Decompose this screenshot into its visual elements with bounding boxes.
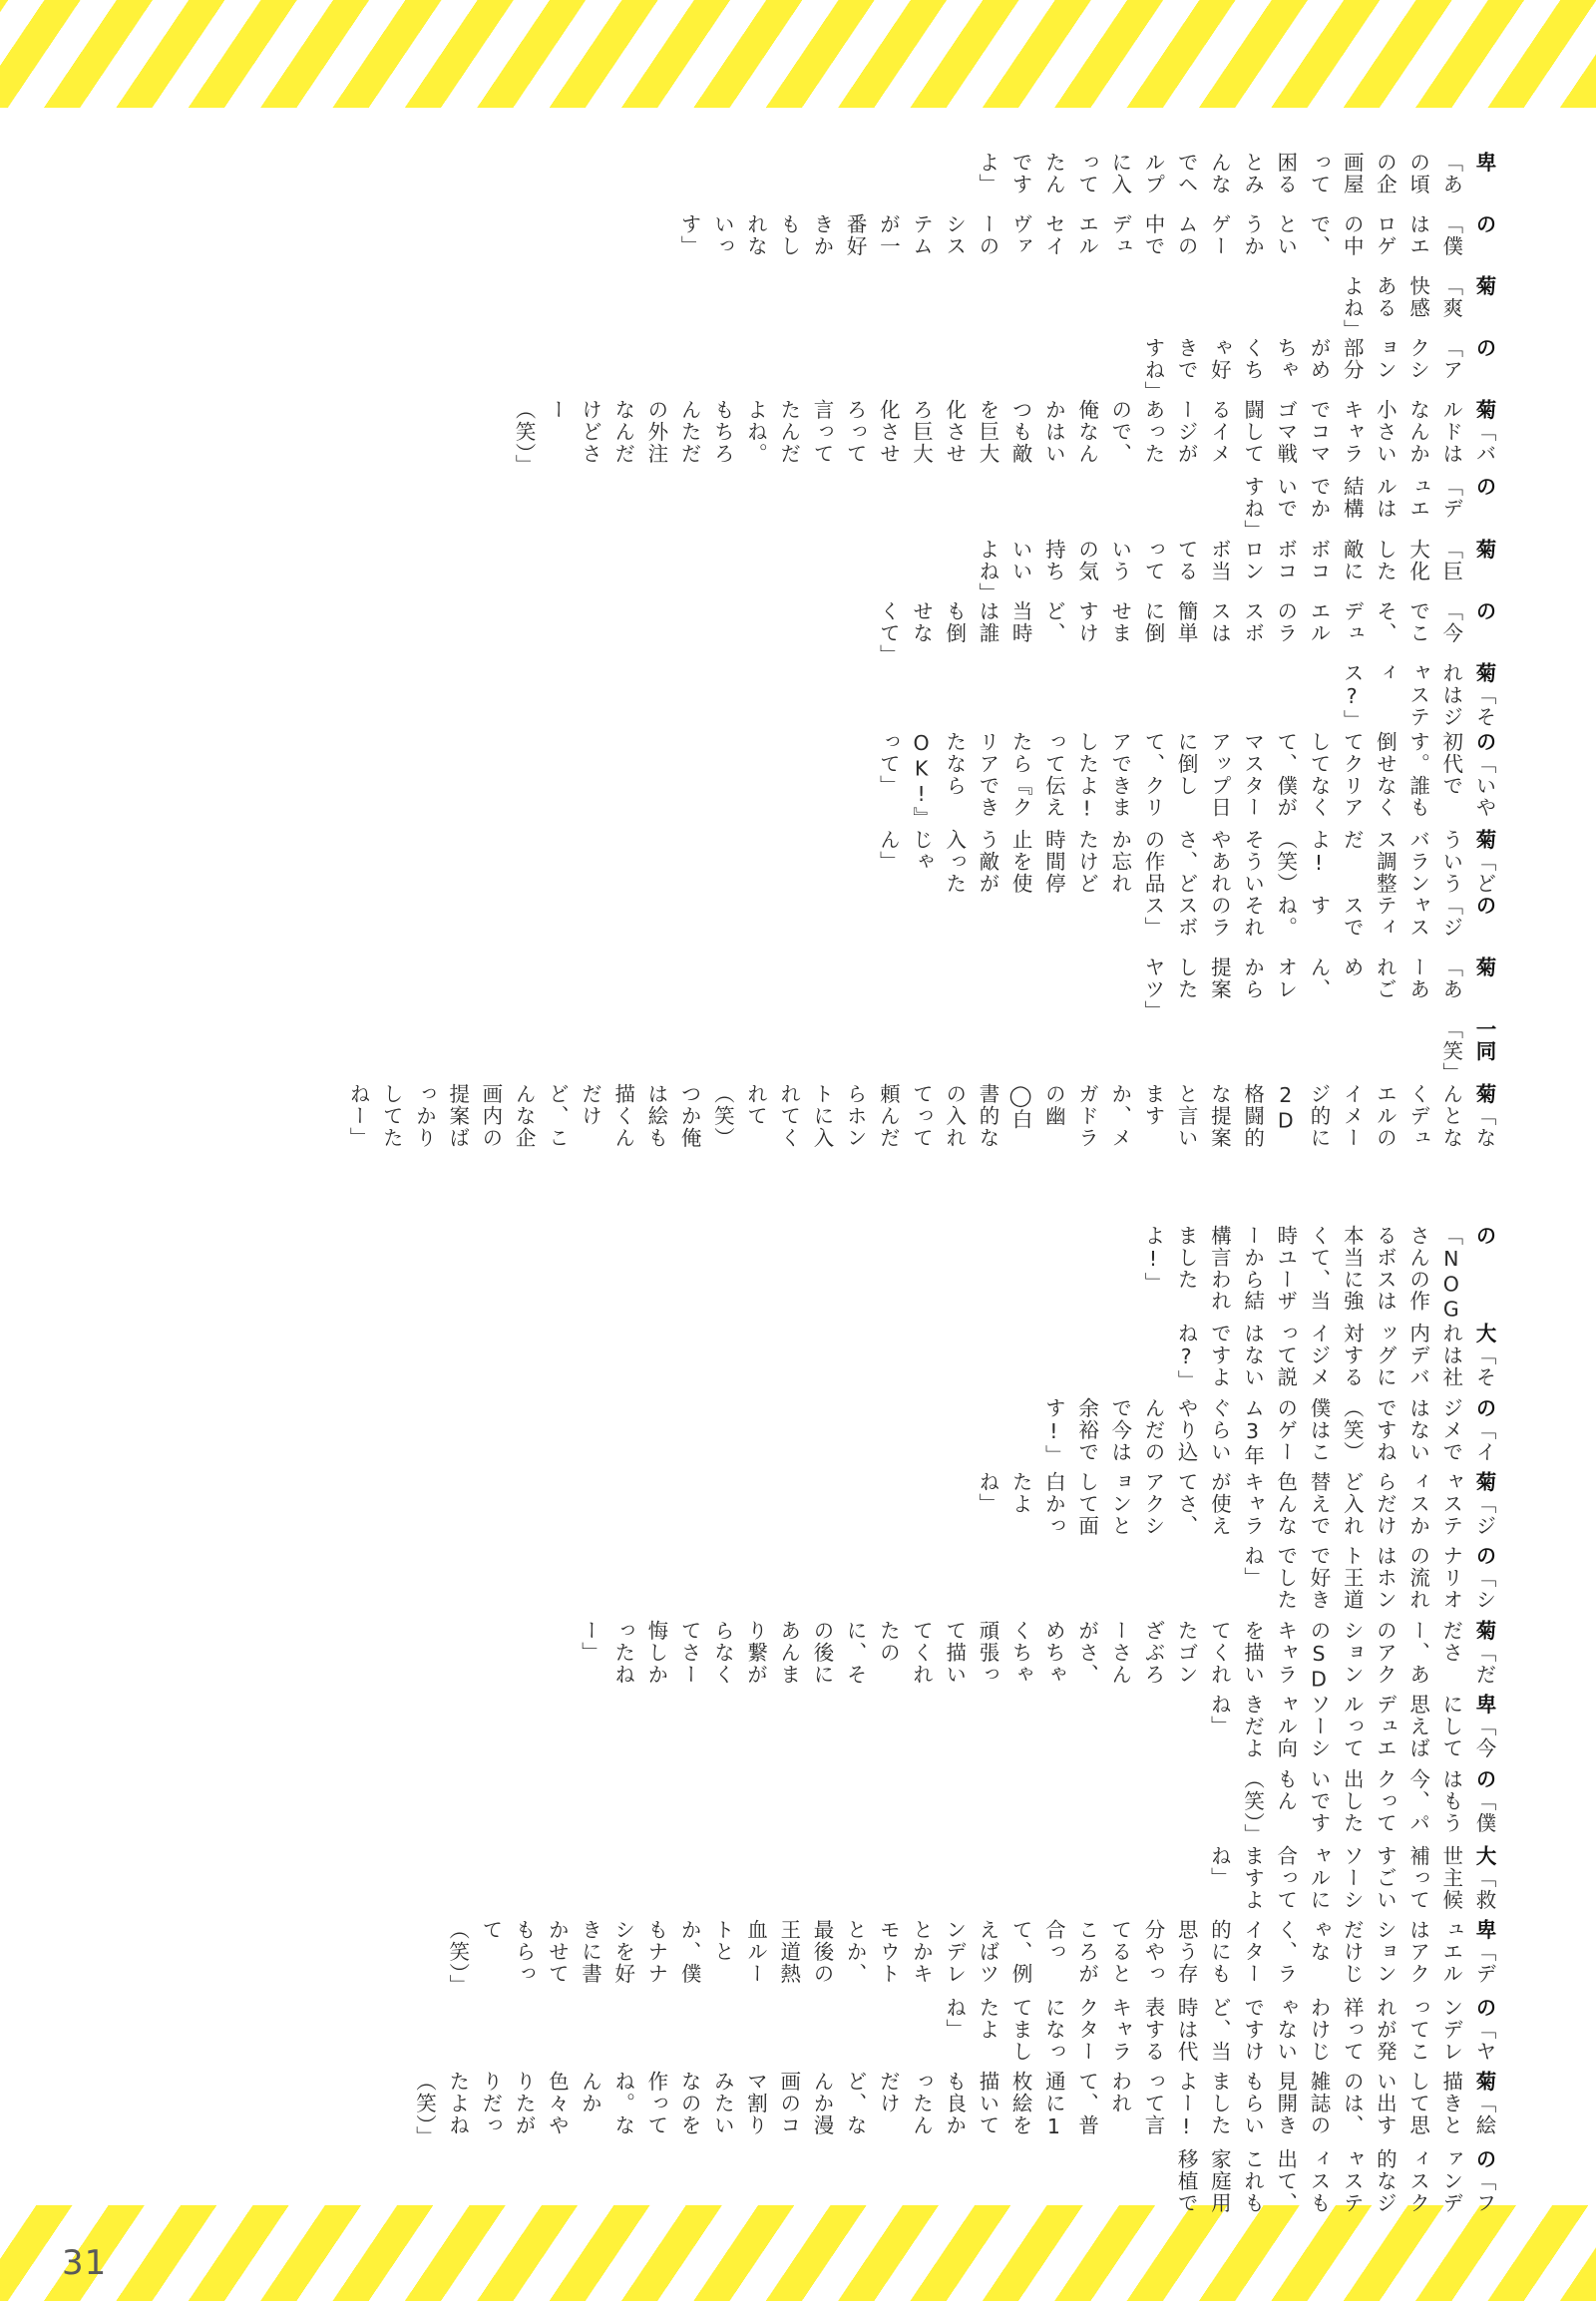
- speaker-label: の: [1472, 1996, 1496, 2019]
- speaker-label: 菊: [1472, 956, 1496, 978]
- interview-text-top: [335, 152, 1500, 1149]
- dialogue-paragraph: [407, 1997, 1500, 2071]
- dialogue-paragraph: [407, 1768, 1500, 1845]
- speaker-label: 一同: [1472, 1017, 1496, 1062]
- dialogue-text: 「なんとなくデュエルのイメージ的に2D格闘的な提案と言いますか、メガドラの幽◯白書的なの入れてって頼んだらホントに入れてくれて（笑）つか俺は絵も描くんだけど、こんな企画内の提案ばっかりしてたねー」: [346, 1083, 1496, 1150]
- speaker-label: の: [1472, 894, 1496, 917]
- dialogue-text: 「爽快感あるよね」: [1340, 275, 1463, 341]
- dialogue-text: 「だださー、あのアクションのSDキャラを描いてくれたゴンざぶろーさんがさ、めちゃくちゃ頑張って描いてくれたのに、その後にあんまり繋がらなくてさー悔しかったねー」: [578, 1619, 1496, 1693]
- dialogue-text: 「どういうバランス調整だよ!（笑）そういやあれさ、どの作品か忘れたけど時間停止を使う敵が入ったじゃん」: [876, 828, 1496, 895]
- dialogue-text: 「絵描きとして思い出すのは、雑誌の見開きもらいましたよー!って言われて、普通に1枚絵を描いても良かったんだけど、なんか漫画のコマ割りみたいなのを作ってね。なんか色々やりたがりだったよね（笑）」: [412, 2071, 1496, 2148]
- speaker-label: の: [1472, 1545, 1496, 1568]
- dialogue-paragraph: [407, 1397, 1500, 1471]
- speaker-label: 大: [1472, 1323, 1496, 1345]
- dialogue-paragraph: [407, 1620, 1500, 1694]
- dialogue-text: 「あーあれごめん、オレから提案したヤツ」: [1140, 956, 1463, 1022]
- speaker-label: の: [1472, 337, 1496, 359]
- dialogue-paragraph: [407, 1845, 1500, 1919]
- speaker-label: 菊: [1472, 538, 1496, 561]
- dialogue-paragraph: [407, 1919, 1500, 1996]
- dialogue-text: 「ファンディスク的なジャスティスも出て、これも家庭用移植で: [1174, 2147, 1496, 2214]
- dialogue-paragraph: [341, 152, 1500, 213]
- dialogue-paragraph: [341, 599, 1500, 666]
- speaker-label: 菊: [1472, 1083, 1496, 1106]
- page-number: 31: [62, 2243, 108, 2283]
- dialogue-paragraph: [407, 1545, 1500, 1619]
- dialogue-paragraph: [341, 337, 1500, 403]
- speaker-label: 卑: [1472, 1694, 1496, 1717]
- dialogue-text: 「救世主候補ってすごいソーシャルに合ってますよね」: [1207, 1844, 1496, 1911]
- dialogue-text: 「あの頃の企画屋って困るとみんなでヘルプに入ってたんですよ」: [975, 152, 1463, 195]
- speaker-label: 菊: [1472, 399, 1496, 422]
- speaker-label: 菊: [1472, 1619, 1496, 1642]
- dialogue-paragraph: [341, 538, 1500, 604]
- dialogue-paragraph: [341, 275, 1500, 341]
- dialogue-paragraph: [341, 1083, 1500, 1149]
- dialogue-paragraph: [341, 956, 1500, 1022]
- dialogue-paragraph: [407, 2148, 1500, 2222]
- dialogue-text: 「笑」: [1438, 1017, 1463, 1084]
- dialogue-paragraph: [341, 731, 1500, 829]
- dialogue-paragraph: [341, 662, 1500, 731]
- dialogue-paragraph: [341, 1018, 1500, 1084]
- speaker-label: の: [1472, 476, 1496, 499]
- speaker-label: 卑: [1472, 1919, 1496, 1942]
- dialogue-text: 「ジャスティスからだけど入れ替えで色んなキャラが使えてさ、アクションとして面白かったよね」: [975, 1470, 1496, 1537]
- speaker-label: 菊: [1472, 1470, 1496, 1493]
- speaker-label: の: [1472, 730, 1496, 753]
- dialogue-text: 「今でこそ、デュエルのラスボスは簡単に倒せますけど、当時は誰も倒せなくて」: [876, 599, 1463, 666]
- dialogue-text: 「ヤンデレってこれが発祥ってわけじゃないですけど、当時は代表するキャラクターになってましたよね」: [942, 1996, 1496, 2063]
- dialogue-text: 「アクション部分がめちゃくちゃ好きですね」: [1140, 337, 1463, 403]
- speaker-label: 大: [1472, 1844, 1496, 1867]
- speaker-label: の: [1472, 1225, 1496, 1247]
- dialogue-text: 「今にして思えばデュエルってソーシャル向きだよね」: [1207, 1694, 1496, 1759]
- dialogue-paragraph: [341, 399, 1500, 476]
- decorative-stripe-top: [0, 0, 1596, 108]
- speaker-label: の: [1472, 1767, 1496, 1790]
- dialogue-paragraph: [407, 1225, 1500, 1323]
- speaker-label: 菊: [1472, 661, 1496, 684]
- speaker-label: 菊: [1472, 828, 1496, 851]
- dialogue-text: 「デュエルはアクションだけじゃなく、ライター的にも思う存分やってるところが合って、例えばツンデレとかキモウトとか、最後の王道熱血ルートとか、僕もナナシを好きに書かせてもらって（笑）」: [445, 1919, 1496, 1997]
- dialogue-text: 「バルドはなんか小さいキャラでコマゴマ戦闘してるイメージがあったので、俺なんかはいつも敵を巨大化させろ巨大化させろって言ってたんだよね。もちろんただの外注なんだけどさー（笑）」: [512, 399, 1496, 477]
- speaker-label: 菊: [1472, 275, 1496, 297]
- dialogue-paragraph: [341, 895, 1500, 957]
- dialogue-paragraph: [341, 213, 1500, 275]
- dialogue-paragraph: [407, 1471, 1500, 1545]
- speaker-label: の: [1472, 213, 1496, 235]
- dialogue-paragraph: [341, 476, 1500, 543]
- speaker-label: の: [1472, 2147, 1496, 2170]
- dialogue-text: 「イジメではないですね（笑）僕はこのゲーム3年ぐらいやり込んだので今は余裕です!」: [1041, 1396, 1496, 1466]
- interview-text-bottom: [401, 1225, 1500, 2222]
- dialogue-text: 「それは社内デバッグに対するイジメって説はないですよね?」: [1174, 1323, 1496, 1392]
- dialogue-text: 「デュエルは結構でかいですね」: [1240, 476, 1463, 543]
- speaker-label: 卑: [1472, 152, 1496, 174]
- speaker-label: 菊: [1472, 2071, 1496, 2094]
- dialogue-text: 「いや初代です。誰も倒せなくてクリアしてなくて、僕がマスターアップ日に倒して、クリアできましたよ!って伝えたら『クリアできたならOK!』って」: [876, 730, 1496, 829]
- dialogue-paragraph: [407, 1694, 1500, 1767]
- dialogue-text: 「それはジャスティス?」: [1340, 661, 1496, 731]
- dialogue-paragraph: [407, 1323, 1500, 1396]
- dialogue-text: 「ジャスティスですね。それのラスボス」: [1140, 894, 1463, 939]
- dialogue-text: 「NOGさんの作るボスは本当に強くて、当時ユーザーから結構言われましたよ!」: [1140, 1225, 1463, 1324]
- dialogue-text: 「僕はエロゲの中で、というかゲームの中でデュエルセイヴァーのシステムが一番好きかもしれないっす」: [677, 213, 1463, 257]
- speaker-label: の: [1472, 1396, 1496, 1419]
- dialogue-text: 「シナリオの流れはホント王道で好きでしたね」: [1240, 1545, 1496, 1612]
- dialogue-paragraph: [407, 2071, 1500, 2147]
- dialogue-text: 「巨大化した敵にボコボコロンボ当てるっていうの気持ちいいよね」: [975, 538, 1463, 604]
- speaker-label: の: [1472, 599, 1496, 622]
- dialogue-text: 「僕はもう今、パクって出したいですもん（笑）」: [1240, 1767, 1496, 1845]
- dialogue-paragraph: [341, 829, 1500, 895]
